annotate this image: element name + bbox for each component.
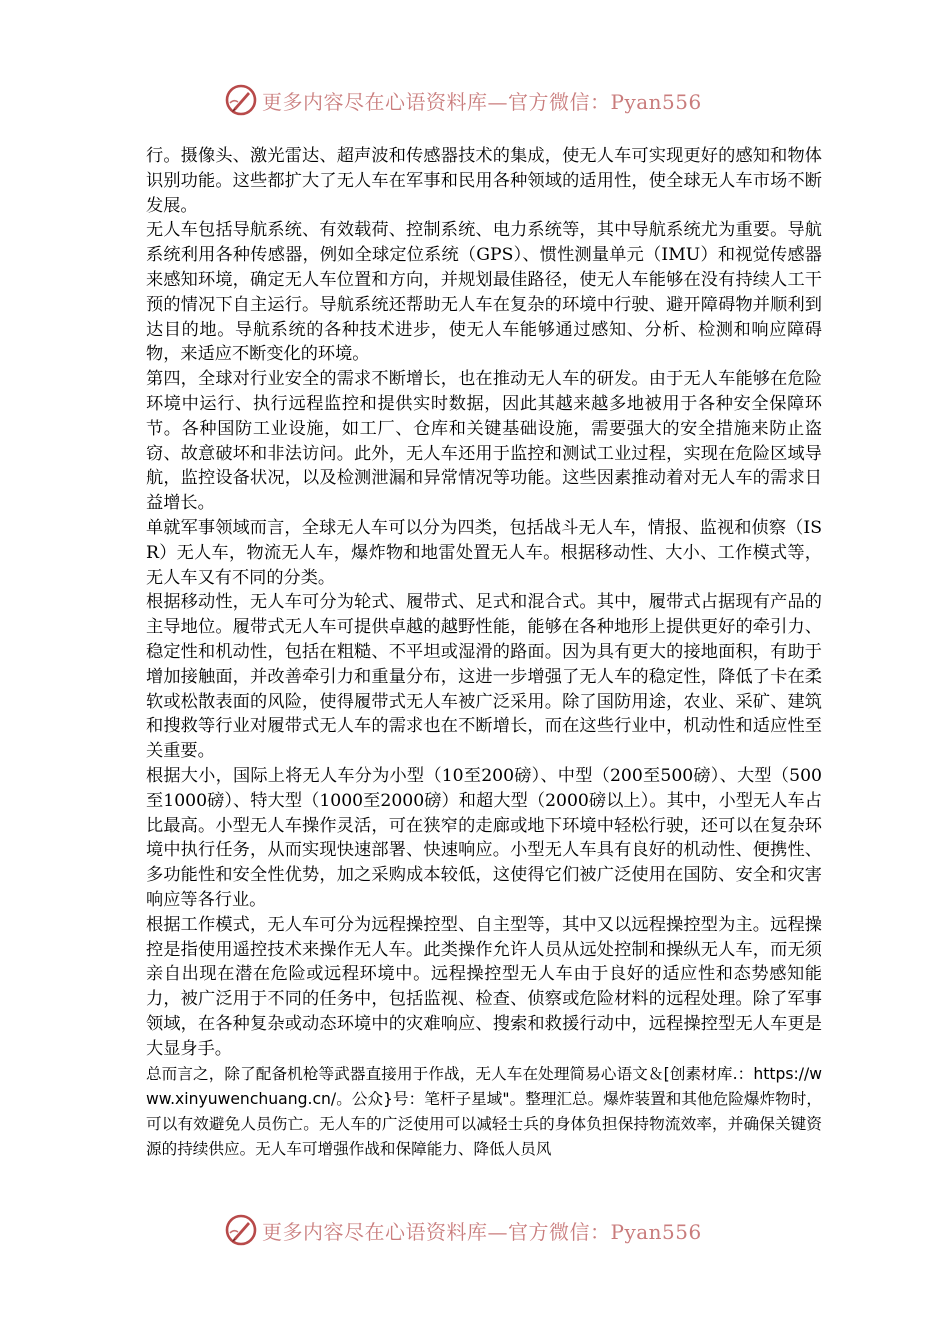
paragraph-1: 行。摄像头、激光雷达、超声波和传感器技术的集成，使无人车可实现更好的感知和物体识别功能。这些都扩大了无人车在军事和民用各种领域的适用性，使全球无人车市场不断发展。 — [146, 146, 822, 216]
header-banner-text: 更多内容尽在心语资料库—官方微信：Pyan556 — [262, 89, 702, 114]
document-body — [146, 144, 822, 1162]
pen-logo-icon — [224, 1213, 258, 1247]
pen-logo-icon — [224, 83, 258, 117]
paragraph-7: 根据工作模式，无人车可分为远程操控型、自主型等，其中又以远程操控型为主。远程操控是指使用遥控技术来操作无人车。此类操作允许人员从远处控制和操纵无人车，而无须亲自出现在潜在危险或远程环境中。远程操控型无人车由于良好的适应性和态势感知能力，被广泛用于不同的任务中，包括监视、检查、侦察或危险材料的远程处理。除了军事领域，在各种复杂或动态环境中的灾难响应、搜索和救援行动中，远程操控型无人车更是大显身手。 — [146, 914, 822, 1059]
footer-banner — [224, 1212, 764, 1248]
paragraph-2: 无人车包括导航系统、有效载荷、控制系统、电力系统等，其中导航系统尤为重要。导航系统利用各种传感器，例如全球定位系统（GPS）、惯性测量单元（IMU）和视觉传感器来感知环境，确定无人车位置和方向，并规划最佳路径，使无人车能够在没有持续人工干预的情况下自主运行。导航系统还帮助无人车在复杂的环境中行驶、避开障碍物并顺利到达目的地。导航系统的各种技术进步，使无人车能够通过感知、分析、检测和响应障碍物，来适应不断变化的环境。 — [146, 220, 822, 365]
paragraph-3: 第四，全球对行业安全的需求不断增长，也在推动无人车的研发。由于无人车能够在危险环境中运行、执行远程监控和提供实时数据，因此其越来越多地被用于各种安全保障环节。各种国防工业设施，如工厂、仓库和关键基础设施，需要强大的安全措施来防止盗窃、故意破坏和非法访问。此外，无人车还用于监控和测试工业过程，实现在危险区域导航，监控设备状况，以及检测泄漏和异常情况等功能。这些因素推动着对无人车的需求日益增长。 — [146, 369, 822, 514]
paragraph-8: 总而言之，除了配备机枪等武器直接用于作战，无人车在处理简易心语文＆[创素材库.：https://www.xinyuwenchuang.cn/。公众}号：笔杆子星域"。整理汇总。爆炸装置和其他危险爆炸物时，可以有效避免人员伤亡。无人车的广泛使用可以减轻士兵的身体负担保持物流效率，并确保关键资源的持续供应。无人车可增强作战和保障能力、降低人员风 — [146, 1065, 822, 1158]
header-banner — [224, 82, 764, 118]
paragraph-5: 根据移动性，无人车可分为轮式、履带式、足式和混合式。其中，履带式占据现有产品的主导地位。履带式无人车可提供卓越的越野性能，能够在各种地形上提供更好的牵引力、稳定性和机动性，包括在粗糙、不平坦或湿滑的路面。因为具有更大的接地面积，有助于增加接触面，并改善牵引力和重量分布，这进一步增强了无人车的稳定性，降低了卡在柔软或松散表面的风险，使得履带式无人车被广泛采用。除了国防用途，农业、采矿、建筑和搜救等行业对履带式无人车的需求也在不断增长，而在这些行业中，机动性和适应性至关重要。 — [146, 592, 822, 762]
paragraph-6: 根据大小，国际上将无人车分为小型（10至200磅）、中型（200至500磅）、大型（500至1000磅）、特大型（1000至2000磅）和超大型（2000磅以上）。其中，小型无人车占比最高。小型无人车操作灵活，可在狭窄的走廊或地下环境中轻松行驶，还可以在复杂环境中执行任务，从而实现快速部署、快速响应。小型无人车具有良好的机动性、便携性、多功能性和安全性优势，加之采购成本较低，这使得它们被广泛使用在国防、安全和灾害响应等各行业。 — [146, 765, 822, 910]
footer-banner-text: 更多内容尽在心语资料库—官方微信：Pyan556 — [262, 1219, 702, 1244]
paragraph-4: 单就军事领域而言，全球无人车可以分为四类，包括战斗无人车，情报、监视和侦察（ISR）无人车，物流无人车，爆炸物和地雷处置无人车。根据移动性、大小、工作模式等，无人车又有不同的分类。 — [146, 517, 822, 588]
